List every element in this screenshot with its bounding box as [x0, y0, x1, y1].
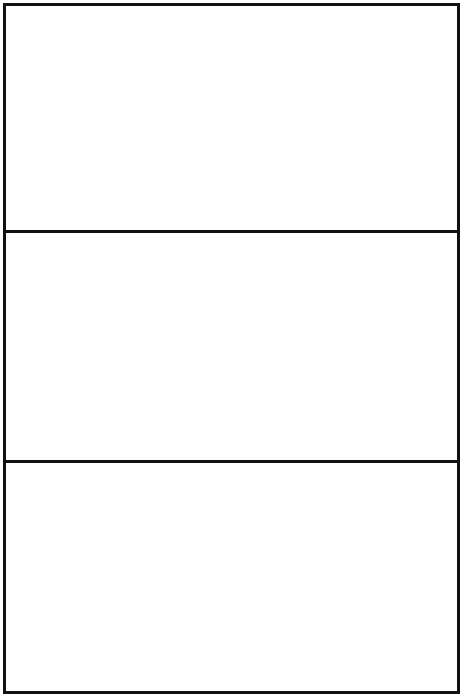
text-panel-middle [3, 233, 454, 460]
text-panel-bottom [3, 463, 454, 688]
text-panel-top [3, 3, 454, 230]
